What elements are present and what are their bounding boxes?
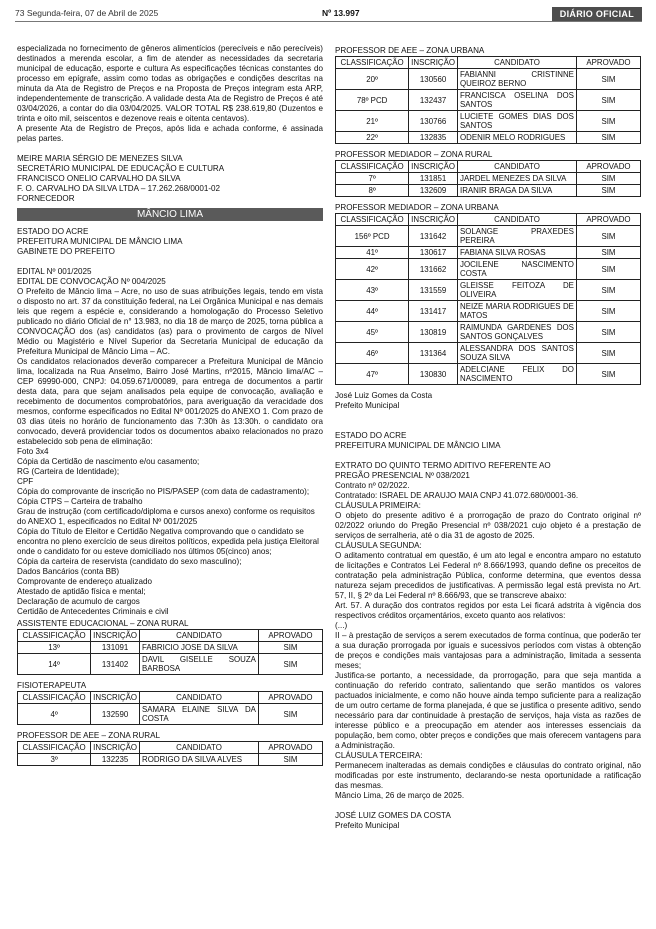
registration-cell: 131642 xyxy=(409,226,458,247)
approved-cell: SIM xyxy=(576,343,640,364)
column-header: CANDIDATO xyxy=(140,692,259,704)
classification-cell: 44º xyxy=(336,301,409,322)
approved-cell: SIM xyxy=(576,90,640,111)
column-header: CLASSIFICAÇÃO xyxy=(336,161,409,173)
registration-cell: 130819 xyxy=(409,322,458,343)
candidate-cell: ADELCIANE FELIX DO NASCIMENTO xyxy=(458,364,577,385)
candidates-table xyxy=(335,213,641,385)
column-header: INSCRIÇÃO xyxy=(91,692,140,704)
classification-cell: 22º xyxy=(336,132,409,144)
table-title: PROFESSOR DE AEE – ZONA URBANA xyxy=(335,46,485,55)
table-row xyxy=(18,654,323,675)
org-header xyxy=(17,227,323,257)
approved-cell: SIM xyxy=(576,280,640,301)
table-row xyxy=(18,754,323,766)
registration-cell: 132609 xyxy=(409,185,458,197)
registration-cell: 131417 xyxy=(409,301,458,322)
candidate-cell: ODENIR MELO RODRIGUES xyxy=(458,132,577,144)
candidate-cell: SOLANGE PRAXEDES PEREIRA xyxy=(458,226,577,247)
page-header xyxy=(15,6,642,22)
classification-cell: 156º PCD xyxy=(336,226,409,247)
ata-closing: A presente Ata de Registro de Preços, após lida e achada conforme, é assinada pelas partes. xyxy=(17,124,323,143)
table-row xyxy=(336,247,641,259)
approved-cell: SIM xyxy=(576,301,640,322)
candidates-table xyxy=(17,741,323,766)
candidates-table xyxy=(335,56,641,144)
column-header: APROVADO xyxy=(258,630,322,642)
column-header: CLASSIFICAÇÃO xyxy=(18,692,91,704)
registration-cell: 130830 xyxy=(409,364,458,385)
edition-number: Nº 13.997 xyxy=(322,8,360,18)
approved-cell: SIM xyxy=(258,704,322,725)
approved-cell: SIM xyxy=(576,132,640,144)
registration-cell: 131364 xyxy=(409,343,458,364)
column-header: INSCRIÇÃO xyxy=(409,214,458,226)
section-title-mancio-lima: MÂNCIO LIMA xyxy=(17,208,323,221)
candidate-cell: IRANIR BRAGA DA SILVA xyxy=(458,185,577,197)
candidate-cell: FABIANA SILVA ROSAS xyxy=(458,247,577,259)
column-header: APROVADO xyxy=(576,161,640,173)
signer-name: José Luiz Gomes da Costa xyxy=(335,391,433,400)
candidate-cell: RODRIGO DA SILVA ALVES xyxy=(140,754,259,766)
signer-name-upper: JOSÉ LUIZ GOMES DA COSTA xyxy=(335,811,451,820)
classification-cell: 21º xyxy=(336,111,409,132)
classification-cell: 4º xyxy=(18,704,91,725)
table-row xyxy=(336,90,641,111)
table-title: PROFESSOR MEDIADOR – ZONA URBANA xyxy=(335,203,499,212)
classification-cell: 43º xyxy=(336,280,409,301)
signer-line: MEIRE MARIA SÉRGIO DE MENEZES SILVA xyxy=(17,154,183,163)
table-title: PROFESSOR MEDIADOR – ZONA RURAL xyxy=(335,150,493,159)
column-header: APROVADO xyxy=(258,692,322,704)
left-tables xyxy=(17,619,323,766)
candidate-cell: FABRICIO JOSE DA SILVA xyxy=(140,642,259,654)
document-item: Cópia da carteira de reservista (candidato do sexo masculino); xyxy=(17,557,242,566)
candidate-cell: ALESSANDRA DOS SANTOS SOUZA SILVA xyxy=(458,343,577,364)
candidate-cell: FRANCISCA OSELINA DOS SANTOS xyxy=(458,90,577,111)
classification-cell: 46º xyxy=(336,343,409,364)
org-prefeitura: PREFEITURA MUNICIPAL DE MÂNCIO LIMA xyxy=(335,441,501,450)
clause-1-title: CLÁUSULA PRIMEIRA: xyxy=(335,501,421,510)
candidates-table xyxy=(17,691,323,725)
column-header: INSCRIÇÃO xyxy=(409,161,458,173)
document-item: Dados Bancários (conta BB) xyxy=(17,567,120,576)
table-row xyxy=(336,259,641,280)
justification-text: Justifica-se portanto, a necessidade, da prorrogação, para que seja mantida a continuação do referido contrato, salientando que serão mantidos os valores pactuados inicialmente, e como não houve ainda tempo suficiente para a realização de um outro certame de forma planejada, é que se justifica o presente aditivo, sendo necessário para dar continuidade à prestação de serviços, haja vista as razões de interesse público e a preocupação em atender aos interesses essenciais da população, bem como, obter preços e condições que mais oferecem vantagens para a Administração. xyxy=(335,671,641,750)
approved-cell: SIM xyxy=(576,111,640,132)
candidate-cell: DAVIL GISELLE SOUZA BARBOSA xyxy=(140,654,259,675)
edital-line: EDITAL Nº 001/2025 xyxy=(17,267,92,276)
ata-text: especializada no fornecimento de gêneros alimentícios (perecíveis e não perecíveis) destinados a merenda escolar, a fim de atender as necessidades da secretaria municipal de educação, esporte e cultura As especificações técnicas constantes do processo em epígrafe, assim como todas as obrigações e condições descritas na minuta da Ata de Registro de Preços e na Proposta de Preços integram esta ARP, independentemente de transcrição. A validade desta Ata de Registro de Preços é até 03/04/2026, a contar do dia 03/04/2025. VALOR TOTAL R$ 238.619,80 (Duzentos e trinta e oito mil, seiscentos e dezenove reais e oitenta centavos). xyxy=(17,44,323,123)
document-item: Cópia da Certidão de nascimento e/ou casamento; xyxy=(17,457,200,466)
ellipsis: (...) xyxy=(335,621,348,630)
right-column xyxy=(335,44,641,831)
candidate-cell: JOCILENE NASCIMENTO COSTA xyxy=(458,259,577,280)
contractor: Contratado: ISRAEL DE ARAUJO MAIA CNPJ 41.072.680/0001-36. xyxy=(335,491,579,500)
table-row xyxy=(336,301,641,322)
registration-cell: 132590 xyxy=(91,704,140,725)
table-row xyxy=(336,132,641,144)
column-header: CANDIDATO xyxy=(140,742,259,754)
column-header: CANDIDATO xyxy=(140,630,259,642)
document-item: Atestado de aptidão física e mental; xyxy=(17,587,146,596)
document-item: Comprovante de endereço atualizado xyxy=(17,577,152,586)
org-line: PREFEITURA MUNICIPAL DE MÂNCIO LIMA xyxy=(17,237,183,246)
table-row xyxy=(336,69,641,90)
left-column xyxy=(17,44,323,766)
registration-cell: 132437 xyxy=(409,90,458,111)
column-header: INSCRIÇÃO xyxy=(91,630,140,642)
candidate-cell: FABIANNI CRISTINNE QUEIROZ BERNO xyxy=(458,69,577,90)
classification-cell: 42º xyxy=(336,259,409,280)
table-row xyxy=(336,173,641,185)
table-row xyxy=(336,364,641,385)
document-item: Foto 3x4 xyxy=(17,447,49,456)
document-item: Cópia do comprovante de inscrição no PIS/PASEP (com data de cadastramento); xyxy=(17,487,310,496)
org-line: GABINETE DO PREFEITO xyxy=(17,247,115,256)
approved-cell: SIM xyxy=(258,754,322,766)
classification-cell: 7º xyxy=(336,173,409,185)
approved-cell: SIM xyxy=(576,185,640,197)
column-header: CLASSIFICAÇÃO xyxy=(18,742,91,754)
clause-1-text: O objeto do presente aditivo é a prorrogação de prazo do Contrato original nº 02/2022 oriundo do Pregão Presencial nº 038/2021 cujo objeto é a prestação de serviços de serralheria, até o dia 31 de agosto de 2025. xyxy=(335,511,641,540)
document-item: CPF xyxy=(17,477,34,486)
classification-cell: 47º xyxy=(336,364,409,385)
clause-3-title: CLÁUSULA TERCEIRA: xyxy=(335,751,423,760)
table-row xyxy=(336,280,641,301)
table-row xyxy=(336,185,641,197)
candidate-cell: LUCIETE GOMES DIAS DOS SANTOS xyxy=(458,111,577,132)
page-date: 73 Segunda-feira, 07 de Abril de 2025 xyxy=(15,8,159,18)
table-title: PROFESSOR DE AEE – ZONA RURAL xyxy=(17,731,161,740)
diario-oficial-brand: DIÁRIO OFICIAL xyxy=(552,7,642,21)
column-header: CLASSIFICAÇÃO xyxy=(18,630,91,642)
candidate-cell: NEIZE MARIA RODRIGUES DE MATOS xyxy=(458,301,577,322)
table-header-row xyxy=(18,630,323,642)
document-item: RG (Carteira de Identidade); xyxy=(17,467,120,476)
org-line: ESTADO DO ACRE xyxy=(17,227,89,236)
table-row xyxy=(18,642,323,654)
registration-cell: 131559 xyxy=(409,280,458,301)
column-header: APROVADO xyxy=(576,57,640,69)
registration-cell: 130617 xyxy=(409,247,458,259)
ata-signers xyxy=(17,154,323,204)
classification-cell: 14º xyxy=(18,654,91,675)
registration-cell: 132835 xyxy=(409,132,458,144)
document-item: Grau de instrução (com certificado/diploma e cursos anexo) conforme os requisitos do ANEXO 1, especificados no Edital Nº 001/2025 xyxy=(17,507,315,526)
extract-subtitle: PREGÃO PRESENCIAL Nº 038/2021 xyxy=(335,471,470,480)
column-header: CANDIDATO xyxy=(458,161,577,173)
signer-line: SECRETÁRIO MUNICIPAL DE EDUCAÇÃO E CULTURA xyxy=(17,164,225,173)
edital-line: EDITAL DE CONVOCAÇÃO Nº 004/2025 xyxy=(17,277,166,286)
document-item: Cópia do Título de Eleitor e Certidão Negativa comprovando que o candidato se encontra no pleno exercício de seus direitos políticos, expedida pela justiça Eleitoral onde o candidato for ou esteve domiciliado nos últimos 05(cinco) anos; xyxy=(17,527,319,556)
signer-line: F. O. CARVALHO DA SILVA LTDA – 17.262.268/0001-02 xyxy=(17,184,221,193)
registration-cell: 131662 xyxy=(409,259,458,280)
table-header-row xyxy=(336,57,641,69)
classification-cell: 45º xyxy=(336,322,409,343)
approved-cell: SIM xyxy=(576,69,640,90)
approved-cell: SIM xyxy=(576,259,640,280)
table-row xyxy=(336,226,641,247)
classification-cell: 20º xyxy=(336,69,409,90)
approved-cell: SIM xyxy=(576,364,640,385)
candidates-table xyxy=(335,160,641,197)
signer-line: FORNECEDOR xyxy=(17,194,75,203)
registration-cell: 130766 xyxy=(409,111,458,132)
column-header: CLASSIFICAÇÃO xyxy=(336,57,409,69)
candidate-cell: JARDEL MENEZES DA SILVA xyxy=(458,173,577,185)
classification-cell: 3º xyxy=(18,754,91,766)
table-header-row xyxy=(18,742,323,754)
table-row xyxy=(336,322,641,343)
column-header: INSCRIÇÃO xyxy=(409,57,458,69)
registration-cell: 130560 xyxy=(409,69,458,90)
approved-cell: SIM xyxy=(576,226,640,247)
extract-title: EXTRATO DO QUINTO TERMO ADITIVO REFERENTE AO xyxy=(335,461,551,470)
document-item: Cópia CTPS – Carteira de trabalho xyxy=(17,497,143,506)
convocation-text: O Prefeito de Mâncio lima – Acre, no uso de suas atribuições legais, tendo em vista o disposto no art. 37 da constituição federal, na Lei Orgânica Municipal e nas demais leis que regem a espécie e, considerando a homologação do Processo Seletivo publicado no diário Oficial de n° 13.983, no dia 18 de março de 2025, torna pública a CONVOCAÇÃO dos (as) candidatos (as) para o provimento de cargos de Nível Médio ou Magistério e Nível Superior da Secretaria Municipal de educação da Prefeitura Municipal de Mâncio Lima – AC. xyxy=(17,287,323,356)
classification-cell: 78º PCD xyxy=(336,90,409,111)
candidate-cell: SAMARA ELAINE SILVA DA COSTA xyxy=(140,704,259,725)
approved-cell: SIM xyxy=(576,173,640,185)
clause-2-title: CLÁUSULA SEGUNDA: xyxy=(335,541,422,550)
signer-line: FRANCISCO ONELIO CARVALHO DA SILVA xyxy=(17,174,181,183)
registration-cell: 131091 xyxy=(91,642,140,654)
clause-3-text: Permanecem inalteradas as demais condições e cláusulas do contrato original, não modificadas por este instrumento, declarando-se nesta oportunidade a ratificação das mesmas. xyxy=(335,761,641,790)
signer-title: Prefeito Municipal xyxy=(335,401,400,410)
registration-cell: 132235 xyxy=(91,754,140,766)
document-item: Declaração de acumulo de cargos xyxy=(17,597,140,606)
column-header: CANDIDATO xyxy=(458,214,577,226)
approved-cell: SIM xyxy=(576,247,640,259)
org-state: ESTADO DO ACRE xyxy=(335,431,407,440)
table-row xyxy=(18,704,323,725)
approved-cell: SIM xyxy=(576,322,640,343)
signer-title-2: Prefeito Municipal xyxy=(335,821,400,830)
table-title: ASSISTENTE EDUCACIONAL – ZONA RURAL xyxy=(17,619,189,628)
classification-cell: 41º xyxy=(336,247,409,259)
clause-2-text: O aditamento contratual em questão, é um ato legal e encontra amparo no estatuto de licitações e Contratos Lei Federal nº 8.666/1993, quando define os preceitos de contratação pela administração Pública, conforme determina, que eventos dessa natureza sejam precedidos de justificativas. A permissão legal está prevista no Art. 57, II, § 2º da Lei Federal nº 8.666/93, que se transcreve abaixo: xyxy=(335,551,641,600)
approved-cell: SIM xyxy=(258,642,322,654)
classification-cell: 13º xyxy=(18,642,91,654)
column-header: CLASSIFICAÇÃO xyxy=(336,214,409,226)
table-row xyxy=(336,343,641,364)
registration-cell: 131402 xyxy=(91,654,140,675)
edital-title xyxy=(17,267,323,287)
registration-cell: 131851 xyxy=(409,173,458,185)
column-header: INSCRIÇÃO xyxy=(91,742,140,754)
documents-intro: Os candidatos relacionados deverão comparecer a Prefeitura Municipal de Mâncio lima, localizada na Rua Anselmo, Bairro José Martins, nº2015, Mâncio lima/AC – CEP 69990-000, CNPJ: 04.059.671/00089, para entrega de documentos a partir desta data, para que sejam analisados pela equipe de convocação, avaliação e recebimento de documentos comprobatórios, para averiguação da veracidade dos mesmos, conforme especificados no Edital Nº 001/2025 do ANEXO 1. Com prazo de 03 dias úteis no horário de funcionamento das 7:30h às 13:30h. o candidato ora convocado, deverá providenciar todos os documentos abaixo relacionados no prazo estabelecido sob pena de eliminação: xyxy=(17,357,323,446)
table-header-row xyxy=(336,214,641,226)
art-57-text: Art. 57. A duração dos contratos regidos por esta Lei ficará adstrita à vigência dos respectivos créditos orçamentários, exceto quanto aos relativos: xyxy=(335,601,641,620)
column-header: APROVADO xyxy=(576,214,640,226)
table-row xyxy=(336,111,641,132)
item-ii-text: II – à prestação de serviços a serem executados de forma contínua, que poderão ter a sua duração prorrogada por iguais e sucessivos períodos com vistas à obtenção de preços e condições mais vantajosas para a administração, limitada a sessenta meses; xyxy=(335,631,641,670)
column-header: CANDIDATO xyxy=(458,57,577,69)
table-header-row xyxy=(336,161,641,173)
right-tables xyxy=(335,46,641,385)
candidate-cell: RAIMUNDA GARDENES DOS SANTOS GONÇALVES xyxy=(458,322,577,343)
table-title: FISIOTERAPEUTA xyxy=(17,681,87,690)
documents-list xyxy=(17,447,323,617)
document-item: Certidão de Antecedentes Criminais e civil xyxy=(17,607,169,616)
candidate-cell: GLEISSE FEITOZA DE OLIVEIRA xyxy=(458,280,577,301)
candidates-table xyxy=(17,629,323,675)
place-date: Mâncio Lima, 26 de março de 2025. xyxy=(335,791,465,800)
contract-number: Contrato nº 02/2022. xyxy=(335,481,410,490)
column-header: APROVADO xyxy=(258,742,322,754)
classification-cell: 8º xyxy=(336,185,409,197)
approved-cell: SIM xyxy=(258,654,322,675)
table-header-row xyxy=(18,692,323,704)
